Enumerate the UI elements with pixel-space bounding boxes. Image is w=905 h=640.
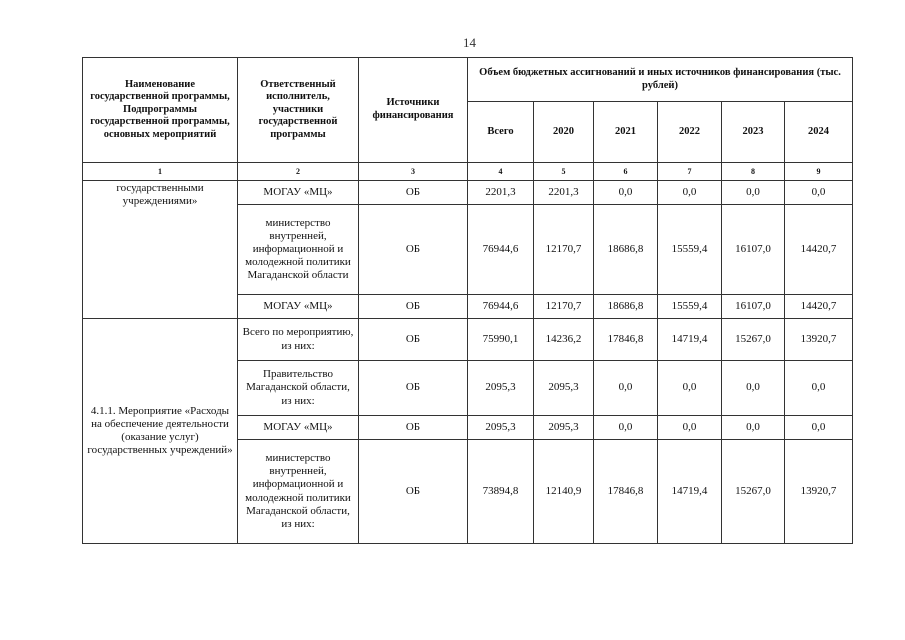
executor-cell: МОГАУ «МЦ» [238, 416, 359, 440]
header-year: 2023 [722, 102, 785, 163]
column-number: 3 [359, 163, 468, 181]
value-cell: 17846,8 [594, 319, 658, 361]
value-cell: 73894,8 [468, 440, 534, 544]
header-year: 2022 [658, 102, 722, 163]
value-cell: 2095,3 [468, 361, 534, 416]
table-row [83, 181, 853, 205]
budget-table [82, 57, 853, 544]
header-year: 2021 [594, 102, 658, 163]
value-cell: 12170,7 [534, 205, 594, 295]
value-cell: 0,0 [658, 416, 722, 440]
header-year: 2024 [785, 102, 853, 163]
value-cell: 17846,8 [594, 440, 658, 544]
value-cell: 2095,3 [468, 416, 534, 440]
table-row [83, 319, 853, 361]
column-number: 4 [468, 163, 534, 181]
value-cell: 2095,3 [534, 416, 594, 440]
value-cell: 14719,4 [658, 319, 722, 361]
column-number: 8 [722, 163, 785, 181]
value-cell: 13920,7 [785, 319, 853, 361]
value-cell: 0,0 [722, 416, 785, 440]
value-cell: 0,0 [785, 361, 853, 416]
value-cell: 15559,4 [658, 205, 722, 295]
value-cell: 2095,3 [534, 361, 594, 416]
value-cell: 16107,0 [722, 295, 785, 319]
value-cell: 12170,7 [534, 295, 594, 319]
header-sources: Источники финансирования [359, 58, 468, 163]
column-number: 5 [534, 163, 594, 181]
executor-cell: МОГАУ «МЦ» [238, 295, 359, 319]
column-number: 1 [83, 163, 238, 181]
value-cell: 0,0 [722, 181, 785, 205]
value-cell: 18686,8 [594, 295, 658, 319]
executor-cell: Всего по мероприятию, из них: [238, 319, 359, 361]
value-cell: 0,0 [722, 361, 785, 416]
value-cell: 16107,0 [722, 205, 785, 295]
value-cell: 75990,1 [468, 319, 534, 361]
program-name: 4.1.1. Мероприятие «Расходы на обеспечение деятельности (оказание услуг) государственных учреждений» [83, 319, 238, 544]
source-cell: ОБ [359, 319, 468, 361]
value-cell: 12140,9 [534, 440, 594, 544]
header-name: Наименование государственной программы, Подпрограммы государственной программы, основных мероприятий [83, 58, 238, 163]
executor-cell: МОГАУ «МЦ» [238, 181, 359, 205]
source-cell: ОБ [359, 416, 468, 440]
source-cell: ОБ [359, 181, 468, 205]
column-number: 2 [238, 163, 359, 181]
value-cell: 0,0 [594, 416, 658, 440]
header-executor: Ответственный исполнитель, участники государственной программы [238, 58, 359, 163]
source-cell: ОБ [359, 205, 468, 295]
header-volume: Объем бюджетных ассигнований и иных источников финансирования (тыс. рублей) [468, 58, 853, 102]
source-cell: ОБ [359, 440, 468, 544]
executor-cell: министерство внутренней, информационной и молодежной политики Магаданской области, из них: [238, 440, 359, 544]
value-cell: 15559,4 [658, 295, 722, 319]
value-cell: 15267,0 [722, 440, 785, 544]
column-number: 6 [594, 163, 658, 181]
executor-cell: министерство внутренней, информационной и молодежной политики Магаданской области [238, 205, 359, 295]
value-cell: 14420,7 [785, 205, 853, 295]
column-number: 9 [785, 163, 853, 181]
value-cell: 0,0 [785, 416, 853, 440]
source-cell: ОБ [359, 295, 468, 319]
value-cell: 2201,3 [468, 181, 534, 205]
page-number: 14 [463, 35, 476, 50]
value-cell: 14236,2 [534, 319, 594, 361]
value-cell: 0,0 [594, 181, 658, 205]
header-year: 2020 [534, 102, 594, 163]
value-cell: 0,0 [658, 361, 722, 416]
header-total: Всего [468, 102, 534, 163]
value-cell: 0,0 [594, 361, 658, 416]
value-cell: 0,0 [658, 181, 722, 205]
source-cell: ОБ [359, 361, 468, 416]
value-cell: 76944,6 [468, 205, 534, 295]
value-cell: 18686,8 [594, 205, 658, 295]
program-name: государственными учреждениями» [83, 181, 238, 319]
value-cell: 76944,6 [468, 295, 534, 319]
column-number: 7 [658, 163, 722, 181]
value-cell: 13920,7 [785, 440, 853, 544]
value-cell: 14420,7 [785, 295, 853, 319]
executor-cell: Правительство Магаданской области, из них: [238, 361, 359, 416]
value-cell: 2201,3 [534, 181, 594, 205]
value-cell: 15267,0 [722, 319, 785, 361]
value-cell: 0,0 [785, 181, 853, 205]
value-cell: 14719,4 [658, 440, 722, 544]
